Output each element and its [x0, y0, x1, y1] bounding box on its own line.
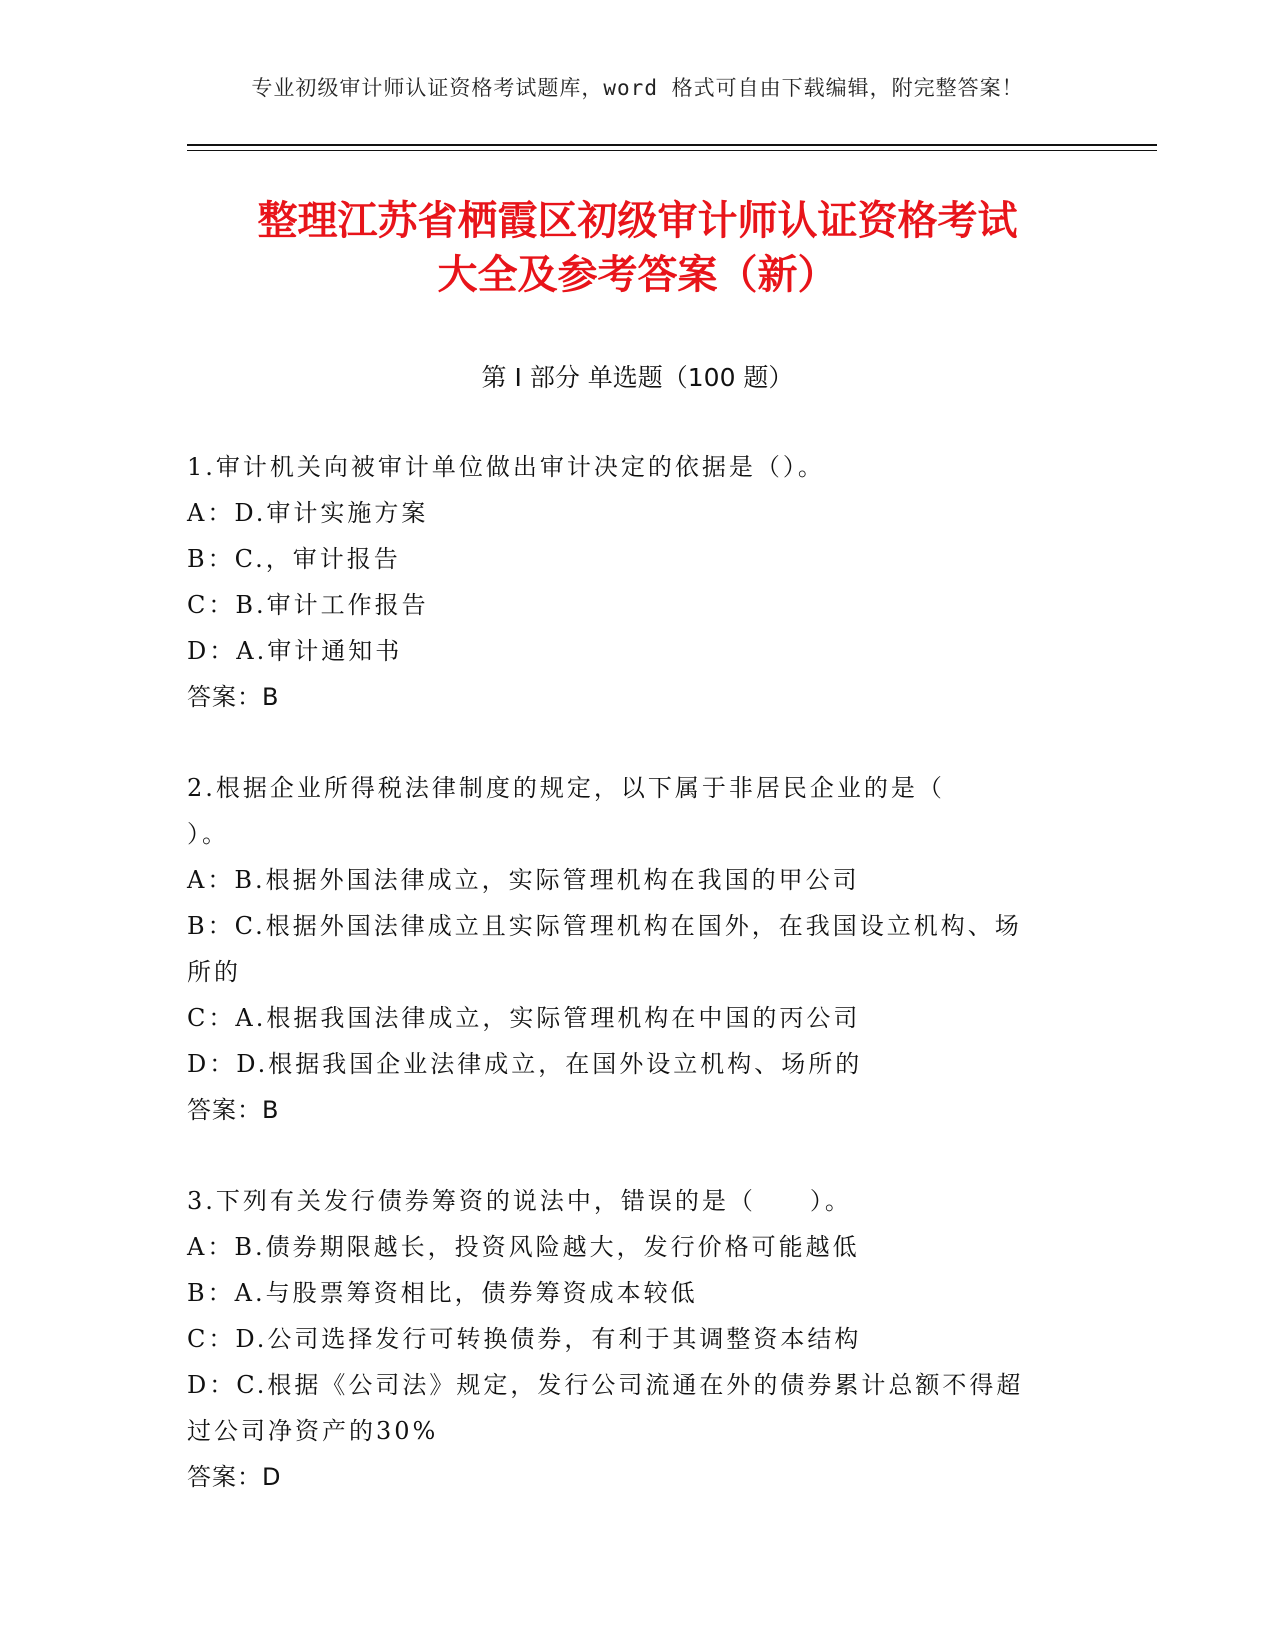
question-stem: 3.下列有关发行债券筹资的说法中，错误的是（ ）。	[187, 1187, 852, 1215]
question-list	[187, 444, 1067, 1545]
page-header-text: 专业初级审计师认证资格考试题库，word 格式可自由下载编辑，附完整答案！	[251, 76, 1024, 100]
answer-line: 答案：D	[187, 1463, 282, 1491]
question-3	[187, 1178, 1067, 1500]
question-2	[187, 765, 1067, 1133]
question-1	[187, 444, 1067, 720]
option-d: D：D.根据我国企业法律成立，在国外设立机构、场所的	[187, 1050, 863, 1078]
option-a: A：B.根据外国法律成立，实际管理机构在我国的甲公司	[187, 866, 860, 894]
option-b: B：C.根据外国法律成立且实际管理机构在国外，在我国设立机构、场	[187, 912, 1022, 940]
option-b: B：C.，审计报告	[187, 545, 401, 573]
question-stem: 1.审计机关向被审计单位做出审计决定的依据是（）。	[187, 453, 825, 481]
option-b-continued: 所的	[187, 958, 241, 986]
question-stem-continued: ）。	[187, 820, 229, 848]
header-divider-thin	[187, 150, 1157, 151]
option-c: C：A.根据我国法律成立，实际管理机构在中国的丙公司	[187, 1004, 861, 1032]
option-d: D：C.根据《公司法》规定，发行公司流通在外的债券累计总额不得超	[187, 1371, 1024, 1399]
answer-line: 答案：B	[187, 1096, 280, 1124]
title-line-2: 大全及参考答案（新）	[437, 252, 838, 298]
document-title	[0, 194, 1275, 302]
question-stem: 2.根据企业所得税法律制度的规定，以下属于非居民企业的是（	[187, 774, 945, 802]
option-b: B：A.与股票筹资相比，债券筹资成本较低	[187, 1279, 698, 1307]
option-d-continued: 过公司净资产的30%	[187, 1417, 439, 1445]
option-d: D：A.审计通知书	[187, 637, 403, 665]
title-line-1: 整理江苏省栖霞区初级审计师认证资格考试	[257, 198, 1018, 244]
option-c: C：B.审计工作报告	[187, 591, 429, 619]
section-title: 第 I 部分 单选题（100 题）	[481, 363, 794, 392]
option-c: C：D.公司选择发行可转换债券，有利于其调整资本结构	[187, 1325, 862, 1353]
option-a: A：D.审计实施方案	[187, 499, 429, 527]
option-a: A：B.债券期限越长，投资风险越大，发行价格可能越低	[187, 1233, 860, 1261]
header-divider-thick	[187, 144, 1157, 146]
answer-line: 答案：B	[187, 683, 280, 711]
